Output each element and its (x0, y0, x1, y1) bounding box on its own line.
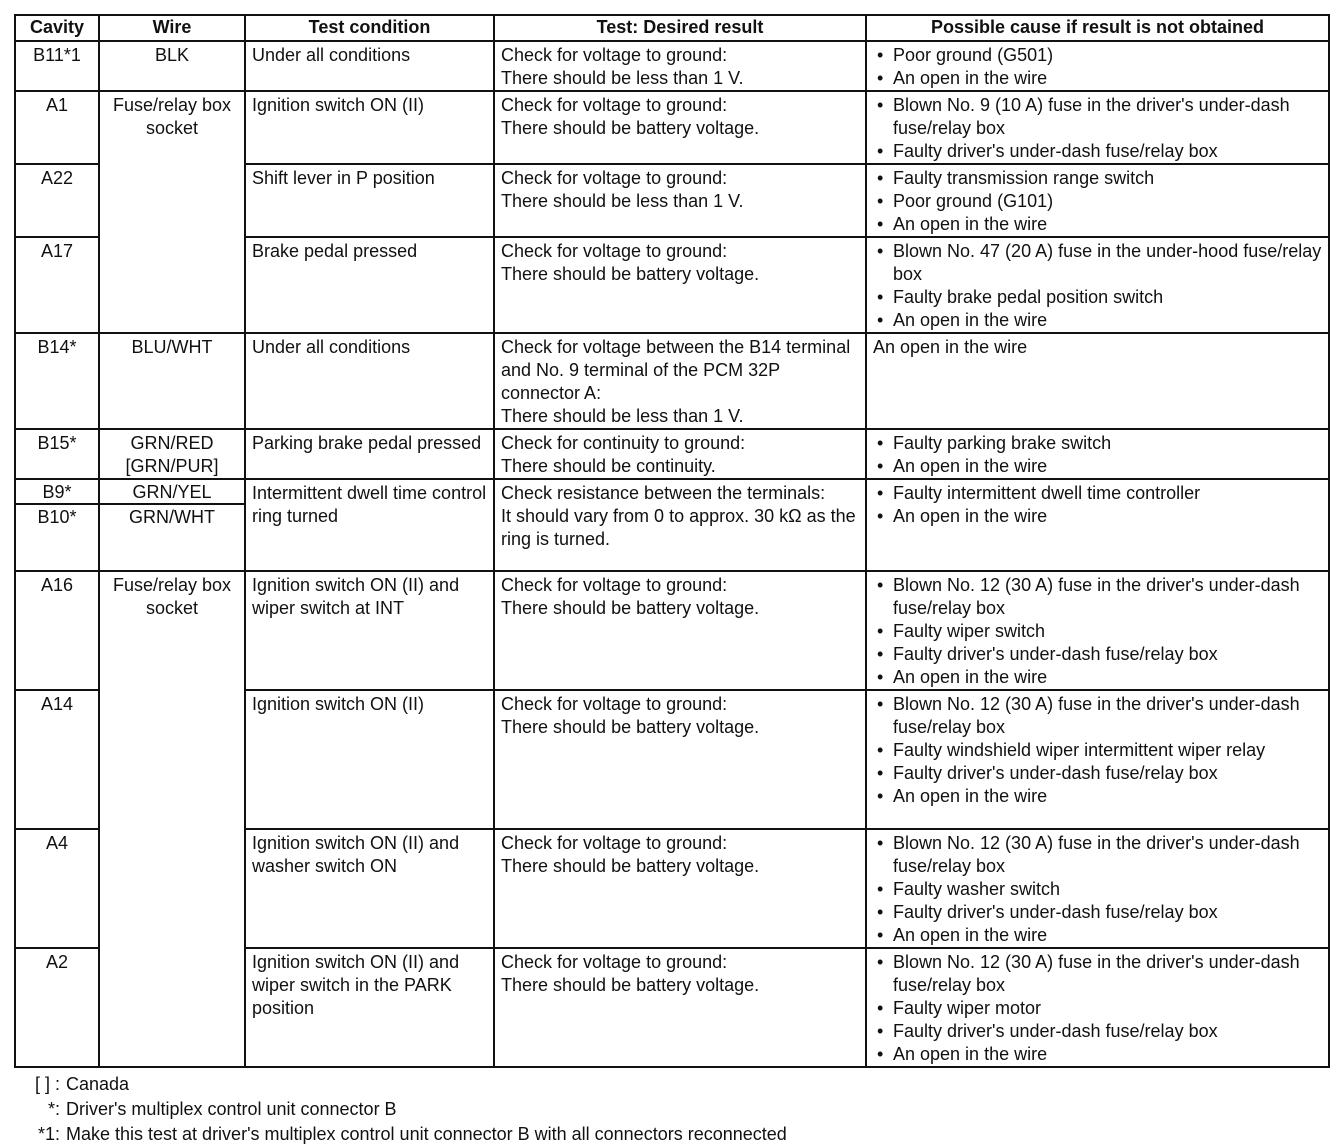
condition-cell: Under all conditions (245, 333, 494, 429)
cause-item: • Faulty brake pedal position switch (873, 286, 1322, 309)
cause-item: • Faulty washer switch (873, 878, 1322, 901)
condition-cell: Ignition switch ON (II) and wiper switch in the PARK position (245, 948, 494, 1067)
footnote-symbol: [ ] : (34, 1074, 60, 1094)
condition-cell: Under all conditions (245, 41, 494, 91)
header-row (15, 15, 1329, 41)
cause-item: • Faulty wiper switch (873, 620, 1322, 643)
cause-cell (866, 41, 1329, 91)
cavity-cell (15, 479, 99, 571)
cause-item: • An open in the wire (873, 67, 1322, 90)
cause-item: • Blown No. 9 (10 A) fuse in the driver's under-dash fuse/relay box (873, 94, 1322, 140)
condition-cell: Shift lever in P position (245, 164, 494, 237)
cavity-cell: B15* (15, 429, 99, 479)
test-table (14, 14, 1330, 1068)
cause-item: • An open in the wire (873, 1043, 1322, 1066)
cavity-cell: B11*1 (15, 41, 99, 91)
result-line: Check for voltage to ground: (501, 833, 728, 853)
cause-item: • An open in the wire (873, 309, 1322, 332)
result-line: Check for voltage to ground: (501, 241, 728, 261)
condition-cell: Intermittent dwell time control ring turned (245, 479, 494, 571)
header-possible-cause: Possible cause if result is not obtained (866, 15, 1329, 41)
cause-item: • Faulty windshield wiper intermittent wiper relay (873, 739, 1322, 762)
cause-item: • Faulty driver's under-dash fuse/relay box (873, 140, 1322, 163)
result-cell (494, 237, 866, 333)
wire-color: GRN/RED (130, 433, 214, 453)
cavity-cell: A1 (15, 91, 99, 164)
result-cell (494, 948, 866, 1067)
condition-cell: Ignition switch ON (II) and washer switch ON (245, 829, 494, 948)
cause-item: • Faulty intermittent dwell time controller (873, 482, 1322, 505)
header-test-condition: Test condition (245, 15, 494, 41)
cause-item: • An open in the wire (873, 785, 1322, 808)
footnotes (14, 1072, 1328, 1147)
result-line: Check for voltage to ground: (501, 694, 728, 714)
cause-cell (866, 91, 1329, 164)
cause-item: • Faulty driver's under-dash fuse/relay box (873, 1020, 1322, 1043)
result-line: Check for voltage to ground: (501, 952, 728, 972)
cause-item: • Faulty driver's under-dash fuse/relay box (873, 762, 1322, 785)
wire-color-canada: [GRN/PUR] (125, 456, 219, 476)
condition-cell: Ignition switch ON (II) (245, 91, 494, 164)
result-line: There should be continuity. (501, 456, 716, 476)
footnote-canada (14, 1072, 1328, 1097)
table-row (15, 333, 1329, 429)
wire-cell (99, 479, 245, 571)
cause-item: • Poor ground (G101) (873, 190, 1322, 213)
footnote-text: Make this test at driver's multiplex control unit connector B with all connectors reconnected (66, 1124, 787, 1144)
footnote-asterisk-1 (14, 1122, 1328, 1147)
wire-cell (99, 429, 245, 479)
cause-item: • Faulty driver's under-dash fuse/relay box (873, 643, 1322, 666)
header-cavity: Cavity (15, 15, 99, 41)
result-line: Check for voltage to ground: (501, 95, 728, 115)
cause-item: • Faulty parking brake switch (873, 432, 1322, 455)
table-row (15, 479, 1329, 571)
cavity-cell: A2 (15, 948, 99, 1067)
table-row (15, 91, 1329, 164)
cavity-b10: B10* (37, 507, 77, 527)
result-cell (494, 429, 866, 479)
result-line: Check for continuity to ground: (501, 433, 746, 453)
cause-item: • An open in the wire (873, 505, 1322, 528)
document (14, 14, 1328, 1147)
result-line: There should be less than 1 V. (501, 406, 744, 426)
cavity-cell: B14* (15, 333, 99, 429)
result-cell (494, 690, 866, 829)
wire-cell: BLK (99, 41, 245, 91)
cause-cell (866, 429, 1329, 479)
wire-cell: BLU/WHT (99, 333, 245, 429)
result-cell (494, 479, 866, 571)
header-desired-result: Test: Desired result (494, 15, 866, 41)
cause-cell (866, 164, 1329, 237)
wire-grn-wht: GRN/WHT (129, 507, 215, 527)
result-line: There should be less than 1 V. (501, 191, 744, 211)
table-row (15, 41, 1329, 91)
wire-grn-yel: GRN/YEL (100, 480, 244, 505)
result-line: There should be battery voltage. (501, 975, 760, 995)
cause-item: • An open in the wire (873, 666, 1322, 689)
footnote-text: Canada (66, 1074, 130, 1094)
cause-item: • Blown No. 12 (30 A) fuse in the driver's under-dash fuse/relay box (873, 951, 1322, 997)
cause-item: • Faulty driver's under-dash fuse/relay box (873, 901, 1322, 924)
footnote-symbol: *1: (37, 1124, 60, 1144)
result-line: There should be less than 1 V. (501, 68, 744, 88)
condition-cell: Ignition switch ON (II) (245, 690, 494, 829)
footnote-text: Driver's multiplex control unit connector B (66, 1099, 397, 1119)
result-line: It should vary from 0 to approx. 30 kΩ as the ring is turned. (501, 506, 856, 549)
cause-item: • Faulty transmission range switch (873, 167, 1322, 190)
result-cell (494, 41, 866, 91)
cause-cell (866, 571, 1329, 690)
result-line: There should be battery voltage. (501, 264, 760, 284)
cause-cell (866, 948, 1329, 1067)
result-line: There should be battery voltage. (501, 717, 760, 737)
cause-item: • An open in the wire (873, 924, 1322, 947)
cause-item: • An open in the wire (873, 455, 1322, 478)
cause-cell: An open in the wire (866, 333, 1329, 429)
result-line: Check resistance between the terminals: (501, 483, 826, 503)
cause-cell (866, 829, 1329, 948)
table-row (15, 571, 1329, 690)
result-line: There should be battery voltage. (501, 598, 760, 618)
cause-item: • Blown No. 47 (20 A) fuse in the under-hood fuse/relay box (873, 240, 1322, 286)
cavity-b9: B9* (16, 480, 98, 505)
result-line: Check for voltage to ground: (501, 45, 728, 65)
condition-cell: Parking brake pedal pressed (245, 429, 494, 479)
cause-cell (866, 690, 1329, 829)
footnote-symbol: *: (47, 1099, 60, 1119)
cavity-cell: A17 (15, 237, 99, 333)
condition-cell: Brake pedal pressed (245, 237, 494, 333)
footnote-asterisk (14, 1097, 1328, 1122)
header-wire: Wire (99, 15, 245, 41)
wire-cell: Fuse/relay box socket (99, 571, 245, 1067)
result-cell (494, 333, 866, 429)
cause-cell (866, 479, 1329, 571)
cause-cell (866, 237, 1329, 333)
result-line: Check for voltage to ground: (501, 168, 728, 188)
result-cell (494, 571, 866, 690)
result-cell (494, 164, 866, 237)
result-line: Check for voltage between the B14 terminal and No. 9 terminal of the PCM 32P connector A: (501, 337, 851, 403)
wire-cell: Fuse/relay box socket (99, 91, 245, 333)
result-line: There should be battery voltage. (501, 856, 760, 876)
condition-cell: Ignition switch ON (II) and wiper switch at INT (245, 571, 494, 690)
cause-item: • Blown No. 12 (30 A) fuse in the driver's under-dash fuse/relay box (873, 574, 1322, 620)
result-cell (494, 91, 866, 164)
cavity-cell: A16 (15, 571, 99, 690)
cavity-cell: A4 (15, 829, 99, 948)
result-line: There should be battery voltage. (501, 118, 760, 138)
cause-item: • Blown No. 12 (30 A) fuse in the driver's under-dash fuse/relay box (873, 693, 1322, 739)
result-cell (494, 829, 866, 948)
cavity-cell: A22 (15, 164, 99, 237)
table-row (15, 429, 1329, 479)
cause-item: • An open in the wire (873, 213, 1322, 236)
cause-item: • Poor ground (G501) (873, 44, 1322, 67)
result-line: Check for voltage to ground: (501, 575, 728, 595)
cause-item: • Faulty wiper motor (873, 997, 1322, 1020)
cavity-cell: A14 (15, 690, 99, 829)
cause-item: • Blown No. 12 (30 A) fuse in the driver's under-dash fuse/relay box (873, 832, 1322, 878)
